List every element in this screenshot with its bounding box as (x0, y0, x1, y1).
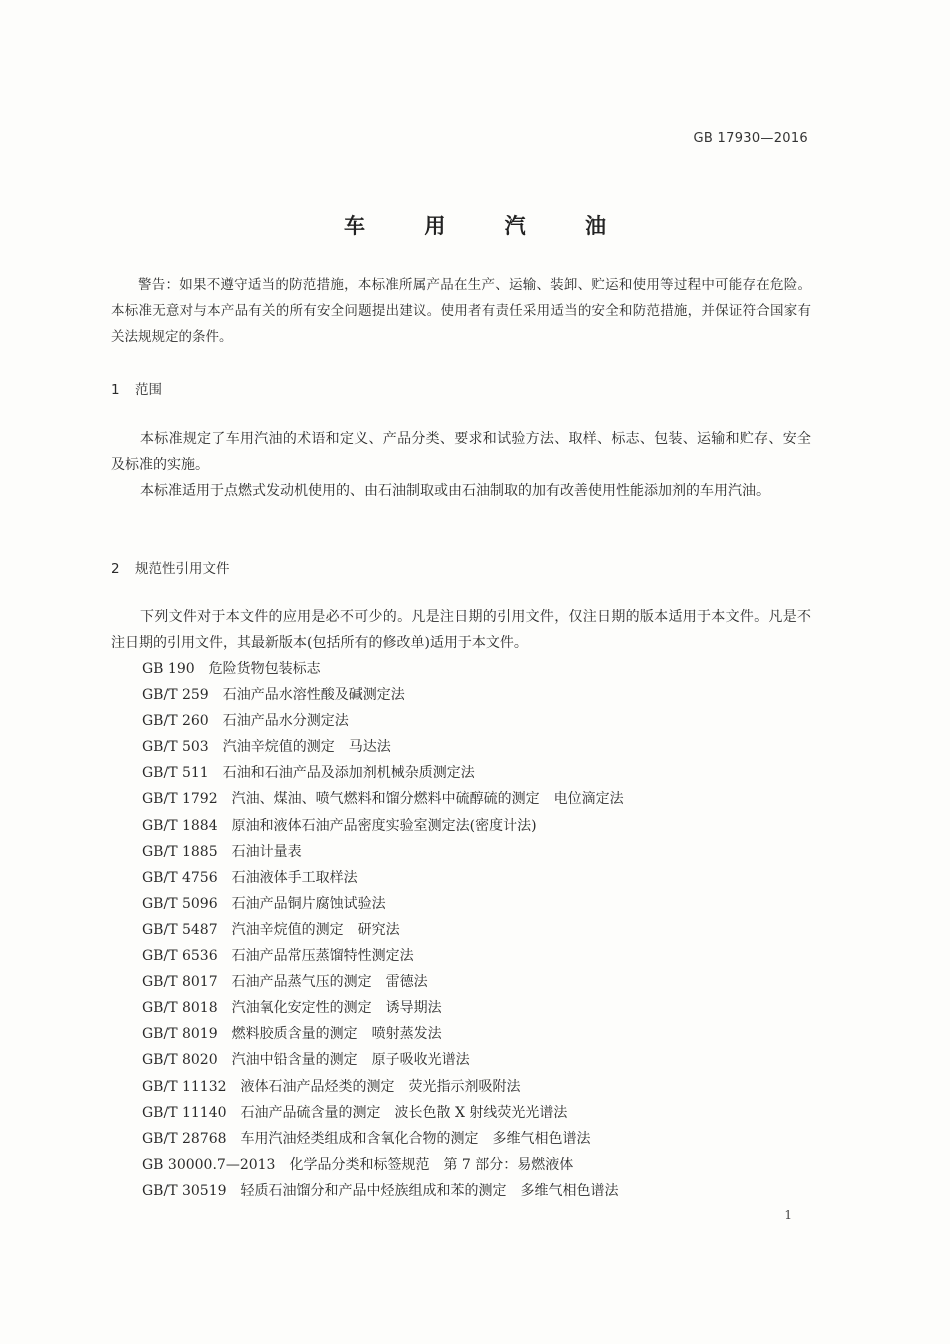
reference-title: 石油产品铜片腐蚀试验法 (231, 895, 386, 912)
reference-item (142, 865, 822, 891)
reference-code: GB/T 11140 (142, 1104, 227, 1121)
reference-code: GB/T 6536 (142, 948, 218, 965)
reference-code: GB/T 8019 (142, 1026, 218, 1043)
reference-code: GB/T 1792 (142, 791, 218, 808)
reference-code: GB/T 30519 (142, 1182, 227, 1199)
reference-item (142, 1021, 822, 1047)
reference-code: GB/T 503 (142, 739, 209, 756)
reference-code: GB/T 8017 (142, 974, 218, 991)
reference-list (142, 656, 822, 1204)
paragraph: 本标准规定了车用汽油的术语和定义、产品分类、要求和试验方法、取样、标志、包装、运输和贮存、安全及标准的实施。 (111, 431, 811, 473)
reference-item (142, 969, 822, 995)
reference-item (142, 1178, 822, 1204)
reference-title: 化学品分类和标签规范 第 7 部分：易燃液体 (289, 1156, 574, 1173)
reference-item (142, 1126, 822, 1152)
reference-title: 原油和液体石油产品密度实验室测定法(密度计法) (231, 817, 537, 834)
section-1-body (111, 426, 811, 504)
section-1-heading (111, 378, 162, 398)
reference-title: 石油产品水分测定法 (222, 713, 349, 730)
reference-code: GB/T 5096 (142, 895, 218, 912)
reference-title: 石油液体手工取样法 (231, 869, 358, 886)
reference-title: 石油产品水溶性酸及碱测定法 (222, 687, 405, 704)
reference-title: 汽油中铅含量的测定 原子吸收光谱法 (231, 1052, 470, 1069)
reference-title: 汽油、煤油、喷气燃料和馏分燃料中硫醇硫的测定 电位滴定法 (231, 791, 624, 808)
reference-code: GB/T 8018 (142, 1000, 218, 1017)
section-title: 范围 (135, 382, 162, 398)
reference-item (142, 682, 822, 708)
reference-code: GB/T 8020 (142, 1052, 218, 1069)
reference-code: GB/T 1884 (142, 817, 218, 834)
reference-title: 车用汽油烃类组成和含氧化合物的测定 多维气相色谱法 (240, 1130, 591, 1147)
reference-item (142, 734, 822, 760)
reference-title: 石油产品常压蒸馏特性测定法 (231, 948, 414, 965)
reference-item (142, 1074, 822, 1100)
document-title: 车 用 汽 油 (344, 214, 632, 238)
reference-title: 汽油辛烷值的测定 研究法 (231, 921, 400, 938)
reference-code: GB/T 1885 (142, 843, 218, 860)
reference-code: GB/T 511 (142, 765, 209, 782)
reference-code: GB 190 (142, 661, 195, 677)
section-title: 规范性引用文件 (135, 561, 230, 577)
reference-code: GB/T 4756 (142, 869, 218, 886)
reference-code: GB/T 259 (142, 687, 209, 704)
reference-title: 石油产品蒸气压的测定 雷德法 (231, 974, 428, 991)
section-number: 2 (111, 561, 120, 577)
standard-code: GB 17930—2016 (693, 131, 808, 146)
reference-item (142, 1100, 822, 1126)
reference-title: 石油计量表 (231, 843, 302, 860)
reference-code: GB/T 260 (142, 713, 209, 730)
reference-item (142, 839, 822, 865)
section-2-heading (111, 557, 230, 577)
reference-item (142, 786, 822, 812)
reference-item (142, 1152, 822, 1178)
reference-title: 轻质石油馏分和产品中烃族组成和苯的测定 多维气相色谱法 (240, 1182, 619, 1199)
paragraph: 下列文件对于本文件的应用是必不可少的。凡是注日期的引用文件，仅注日期的版本适用于本文件。凡是不注日期的引用文件，其最新版本(包括所有的修改单)适用于本文件。 (111, 609, 811, 651)
reference-item (142, 917, 822, 943)
reference-title: 石油产品硫含量的测定 波长色散 X 射线荧光光谱法 (240, 1104, 568, 1121)
page-number: 1 (784, 1208, 792, 1222)
reference-item (142, 1047, 822, 1073)
section-2-body (111, 604, 811, 656)
paragraph: 本标准适用于点燃式发动机使用的、由石油制取或由石油制取的加有改善使用性能添加剂的车用汽油。 (140, 483, 770, 499)
reference-title: 燃料胶质含量的测定 喷射蒸发法 (231, 1026, 442, 1043)
reference-item (142, 943, 822, 969)
reference-item (142, 708, 822, 734)
warning-paragraph: 警告：如果不遵守适当的防范措施，本标准所属产品在生产、运输、装卸、贮运和使用等过程中可能存在危险。本标准无意对与本产品有关的所有安全问题提出建议。使用者有责任采用适当的安全和防范措施，并保证符合国家有关法规规定的条件。 (111, 277, 811, 345)
section-number: 1 (111, 382, 120, 398)
reference-title: 汽油氧化安定性的测定 诱导期法 (231, 1000, 442, 1017)
reference-title: 汽油辛烷值的测定 马达法 (222, 739, 391, 756)
reference-code: GB/T 11132 (142, 1078, 227, 1095)
reference-item (142, 995, 822, 1021)
reference-title: 液体石油产品烃类的测定 荧光指示剂吸附法 (240, 1078, 521, 1095)
reference-title: 石油和石油产品及添加剂机械杂质测定法 (222, 765, 475, 782)
reference-item (142, 891, 822, 917)
reference-item (142, 813, 822, 839)
reference-item (142, 656, 822, 682)
reference-code: GB/T 28768 (142, 1130, 227, 1147)
reference-code: GB 30000.7—2013 (142, 1156, 276, 1173)
reference-item (142, 760, 822, 786)
reference-title: 危险货物包装标志 (208, 661, 321, 677)
reference-code: GB/T 5487 (142, 921, 218, 938)
